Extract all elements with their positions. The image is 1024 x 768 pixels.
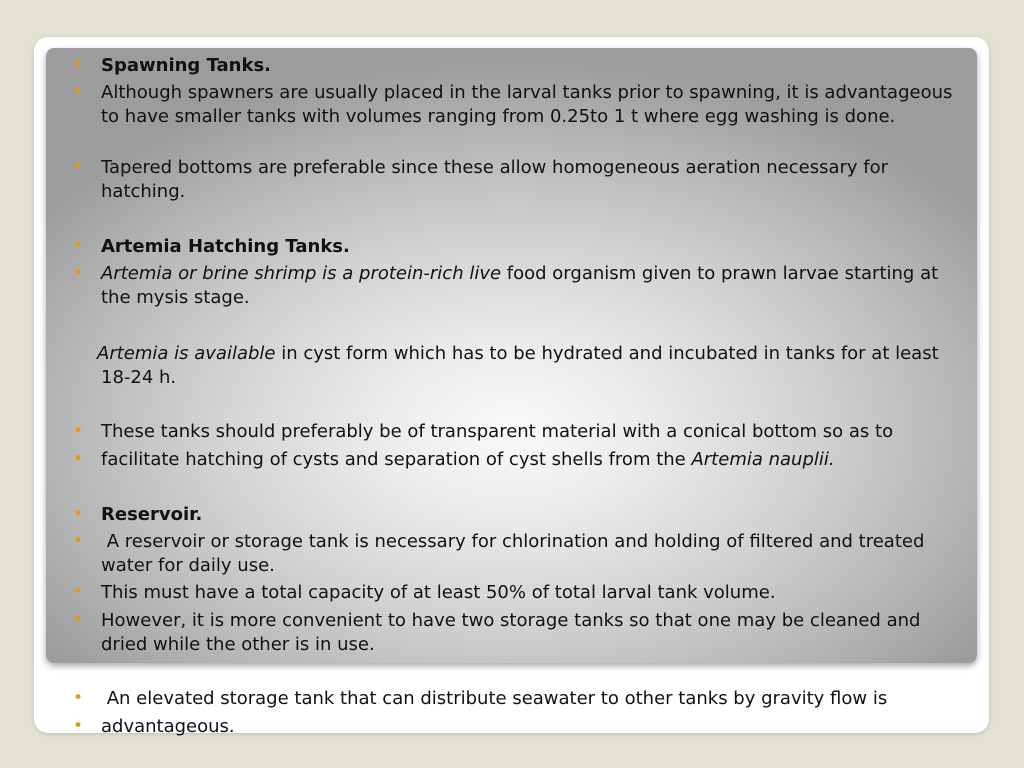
section-heading-spawning: Spawning Tanks. [101,55,272,76]
paragraph: food organism given to prawn larvae starting at the mysis stage. [101,263,939,308]
bullet-icon: • [73,688,84,708]
bullet-item [73,81,961,129]
bullet-icon: • [73,263,84,283]
section-heading-reservoir: Reservoir. [101,504,203,525]
bullet-item [73,420,961,444]
bullet-item [73,609,961,657]
bullet-item [73,448,961,472]
bullet-item [73,715,961,739]
bullet-icon: • [73,82,84,102]
bullet-item [73,235,961,259]
paragraph: An elevated storage tank that can distribute seawater to other tanks by gravity flow is [101,688,888,709]
italic-text: Artemia nauplii. [691,449,835,470]
section-heading-artemia: Artemia Hatching Tanks. [101,236,350,257]
paragraph: A reservoir or storage tank is necessary for chlorination and holding of filtered and treated water for daily use. [101,531,931,576]
paragraph: Tapered bottoms are preferable since these allow homogeneous aeration necessary for hatching. [101,157,889,202]
bullet-icon: • [73,449,84,469]
paragraph: facilitate hatching of cysts and separation of cyst shells from the [101,449,692,470]
italic-text: Artemia or brine shrimp is a protein-rich live [101,263,502,284]
bullet-icon: • [73,716,84,736]
bullet-icon: • [73,157,84,177]
paragraph: This must have a total capacity of at least 50% of total larval tank volume. [101,582,776,603]
bullet-icon: • [73,236,84,256]
bullet-icon: • [73,531,84,551]
bullet-item [73,503,961,527]
bullet-icon: • [73,610,84,630]
paragraph: However, it is more convenient to have two storage tanks so that one may be cleaned and dried while the other is in use. [101,610,921,655]
bullet-icon: • [73,504,84,524]
paragraph-continuation: 18-24 h. [101,367,177,388]
indented-paragraph [97,342,961,390]
bullet-icon: • [73,421,84,441]
paragraph: advantageous. [101,716,235,737]
paragraph: Although spawners are usually placed in the larval tanks prior to spawning, it is advantageous to have smaller tanks with volumes ranging from 0.25to 1 t where egg washing is done. [101,82,953,127]
bullet-item [73,156,961,204]
bullet-item [73,54,961,78]
bullet-item [73,530,961,578]
paragraph: These tanks should preferably be of transparent material with a conical bottom so as to [101,421,894,442]
bullet-icon: • [73,55,84,75]
bullet-item [73,581,961,605]
bullet-icon: • [73,582,84,602]
bullet-item [73,262,961,310]
bullet-item [73,687,961,711]
italic-text: Artemia is available [97,343,276,364]
paragraph: in cyst form which has to be hydrated and incubated in tanks for at least [275,343,939,364]
